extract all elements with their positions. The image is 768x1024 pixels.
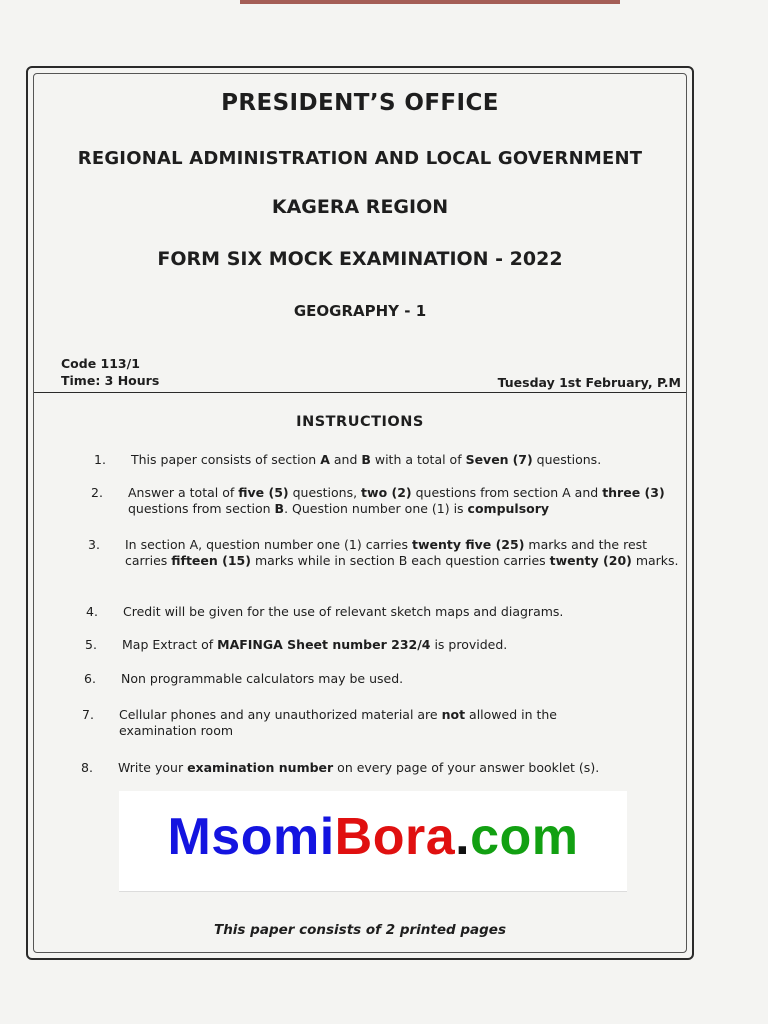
item-number: 8. (81, 760, 93, 775)
item-number: 7. (82, 707, 94, 722)
logo-part-dot: . (455, 808, 471, 866)
item-text: Answer a total of five (5) questions, two (2) questions from section A and three (3) questions from section B. Question number one (1) is compulsory (128, 485, 665, 516)
item-text: Map Extract of MAFINGA Sheet number 232/4 is provided. (122, 637, 508, 652)
logo-part-msomi: Msomi (167, 808, 335, 866)
header-divider (34, 392, 686, 393)
item-text: Write your examination number on every page of your answer booklet (s). (118, 760, 600, 775)
item-text: This paper consists of section A and B with a total of Seven (7) questions. (131, 452, 602, 467)
exam-cover-page (26, 66, 694, 960)
watermark-box (119, 791, 627, 892)
page-count-note: This paper consists of 2 printed pages (213, 922, 506, 938)
item-text: Non programmable calculators may be used. (121, 671, 404, 686)
logo-part-com: com (470, 808, 579, 866)
exam-duration: Time: 3 Hours (61, 373, 160, 388)
subject-title: GEOGRAPHY - 1 (293, 302, 427, 320)
item-number: 5. (85, 637, 97, 652)
ministry-title: REGIONAL ADMINISTRATION AND LOCAL GOVERNMENT (77, 148, 643, 169)
msomibora-logo (119, 807, 627, 867)
logo-part-bora: Bora (334, 808, 456, 866)
item-number: 6. (84, 671, 96, 686)
item-text: Credit will be given for the use of relevant sketch maps and diagrams. (123, 604, 564, 619)
exam-title: FORM SIX MOCK EXAMINATION - 2022 (157, 248, 563, 270)
item-number: 2. (91, 485, 103, 500)
item-number: 3. (88, 537, 100, 552)
item-number: 1. (94, 452, 106, 467)
paper-top-edge (240, 0, 620, 4)
item-text: In section A, question number one (1) carries twenty five (25) marks and the rest carries fifteen (15) marks while in section B each question carries twenty (20) marks. (125, 537, 679, 568)
exam-date: Tuesday 1st February, P.M (497, 375, 681, 390)
instructions-heading: INSTRUCTIONS (296, 414, 424, 430)
region-title: KAGERA REGION (271, 196, 449, 218)
office-title: PRESIDENT’S OFFICE (221, 90, 499, 116)
item-number: 4. (86, 604, 98, 619)
item-text: Cellular phones and any unauthorized material are not allowed in the examination room (119, 707, 557, 738)
paper-code: Code 113/1 (61, 356, 140, 371)
page-border (33, 73, 687, 953)
